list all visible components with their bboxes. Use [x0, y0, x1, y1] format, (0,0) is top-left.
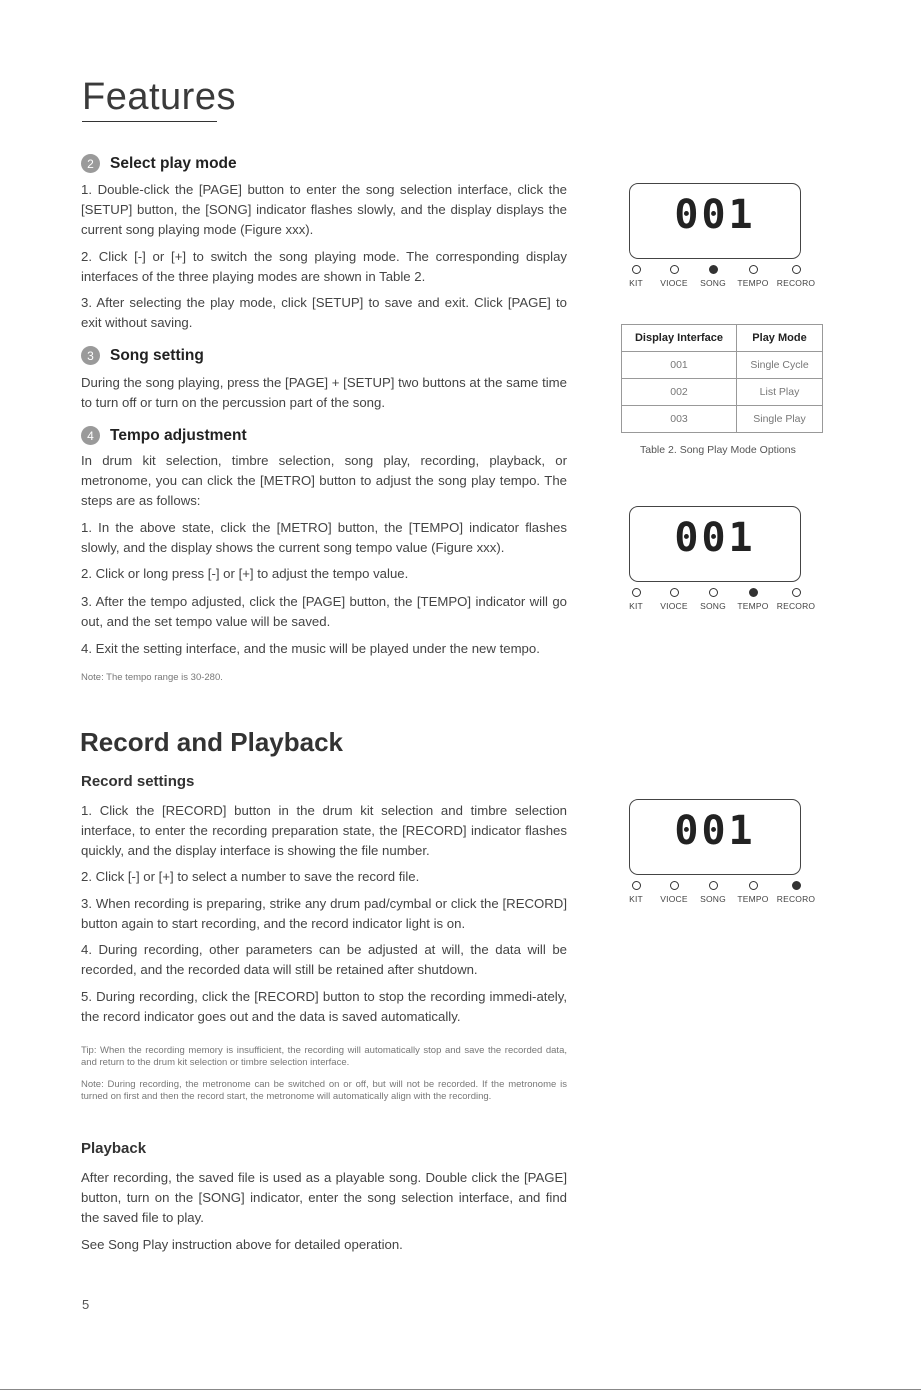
- lcd-screen: [629, 506, 801, 582]
- table-cell: 002: [622, 379, 737, 406]
- paragraph: 2. Click or long press [-] or [+] to adjust the tempo value.: [81, 566, 409, 581]
- paragraph: During the song playing, press the [PAGE] + [SETUP] two buttons at the same time to turn off or turn on the percussion part of the song.: [81, 375, 567, 410]
- paragraph: 3. After selecting the play mode, click [SETUP] to save and exit. Click [PAGE] to exit without saving.: [81, 295, 567, 330]
- table-cell: 001: [622, 352, 737, 379]
- indicator-recoro: RECORO: [776, 265, 816, 288]
- indicator-recoro: RECORO: [776, 881, 816, 904]
- table-row: [622, 379, 823, 406]
- section-title: Tempo adjustment: [110, 426, 247, 444]
- table-header-cell: Play Mode: [737, 325, 823, 352]
- indicator-row: [619, 881, 816, 911]
- lcd-screen: [629, 799, 801, 875]
- record-settings-title: Record settings: [81, 773, 195, 790]
- table-row: [622, 406, 823, 433]
- indicator-song: SONG: [693, 265, 733, 288]
- play-mode-table: [621, 324, 823, 433]
- lcd-digits: 001: [674, 515, 756, 561]
- indicator-vioce: VIOCE: [654, 265, 694, 288]
- page-bottom-rule: [0, 1389, 921, 1390]
- paragraph: 4. During recording, other parameters can be adjusted at will, the data will be recorded, and the recorded data will still be retained after shutdown.: [81, 942, 567, 977]
- paragraph: 3. After the tempo adjusted, click the [PAGE] button, the [TEMPO] indicator will go out, and the set tempo value will be saved.: [81, 594, 567, 629]
- features-title: Features: [82, 76, 236, 118]
- section-select-play-mode-heading: [81, 154, 237, 173]
- section-song-setting-heading: [81, 346, 204, 365]
- indicator-tempo: TEMPO: [733, 265, 773, 288]
- lcd-screen: [629, 183, 801, 259]
- indicator-vioce: VIOCE: [654, 588, 694, 611]
- indicator-kit: KIT: [616, 588, 656, 611]
- display-panel-song: [619, 183, 816, 298]
- table-cell: Single Cycle: [737, 352, 823, 379]
- section-number-badge: 4: [81, 426, 100, 445]
- table-caption: Table 2. Song Play Mode Options: [640, 444, 796, 456]
- indicator-vioce: VIOCE: [654, 881, 694, 904]
- indicator-kit: KIT: [616, 265, 656, 288]
- section-title: Song setting: [110, 346, 204, 364]
- table-header-cell: Display Interface: [622, 325, 737, 352]
- paragraph: In drum kit selection, timbre selection, song play, recording, playback, or metronome, you can click the [METRO] button to adjust the song play tempo. The steps are as follows:: [81, 453, 567, 508]
- indicator-recoro: RECORO: [776, 588, 816, 611]
- indicator-row: [619, 265, 816, 295]
- paragraph: After recording, the saved file is used as a playable song. Double click the [PAGE] button, turn on the [SONG] indicator, enter the song selection interface, and find the saved file to play.: [81, 1170, 567, 1225]
- paragraph: 2. Click [-] or [+] to switch the song playing mode. The corresponding display interfaces of the three playing modes are shown in Table 2.: [81, 249, 567, 284]
- lcd-digits: 001: [674, 192, 756, 238]
- paragraph: 1. Double-click the [PAGE] button to enter the song selection interface, click the [SETUP] button, the [SONG] indicator flashes slowly, and the display displays the current song playing mode (Figure xxx).: [81, 182, 567, 237]
- paragraph: 1. In the above state, click the [METRO] button, the [TEMPO] indicator flashes slowly, and the display shows the current song tempo value (Figure xxx).: [81, 520, 567, 555]
- table-cell: Single Play: [737, 406, 823, 433]
- indicator-row: [619, 588, 816, 618]
- paragraph: 4. Exit the setting interface, and the music will be played under the new tempo.: [81, 641, 540, 656]
- display-panel-tempo: [619, 506, 816, 621]
- playback-title: Playback: [81, 1140, 147, 1157]
- section-number-badge: 2: [81, 154, 100, 173]
- indicator-kit: KIT: [616, 881, 656, 904]
- paragraph: 5. During recording, click the [RECORD] button to stop the recording immedi-ately, the record indicator goes out and the data is saved automatically.: [81, 989, 567, 1024]
- record-playback-title: Record and Playback: [80, 727, 343, 757]
- record-note: Note: During recording, the metronome can be switched on or off, but will not be recorded. If the metronome is turned on first and then the record start, the metronome will automatically align with the recording.: [81, 1079, 567, 1102]
- section-title: Select play mode: [110, 154, 237, 172]
- paragraph: See Song Play instruction above for detailed operation.: [81, 1237, 403, 1252]
- page-number: 5: [82, 1297, 90, 1312]
- tempo-note: Note: The tempo range is 30-280.: [81, 672, 223, 683]
- table-header-row: [622, 325, 823, 352]
- paragraph: 3. When recording is preparing, strike any drum pad/cymbal or click the [RECORD] button again to start recording, and the record indicator light is on.: [81, 896, 567, 931]
- indicator-tempo: TEMPO: [733, 588, 773, 611]
- lcd-digits: 001: [674, 808, 756, 854]
- record-tip: Tip: When the recording memory is insufficient, the recording will automatically stop and save the recorded data, and return to the drum kit selection or timbre selection interface.: [81, 1045, 567, 1068]
- paragraph: 2. Click [-] or [+] to select a number to save the record file.: [81, 869, 420, 884]
- table-cell: 003: [622, 406, 737, 433]
- features-underline: [82, 121, 217, 122]
- indicator-song: SONG: [693, 588, 733, 611]
- display-panel-record: [619, 799, 816, 914]
- table-cell: List Play: [737, 379, 823, 406]
- table-row: [622, 352, 823, 379]
- paragraph: 1. Click the [RECORD] button in the drum kit selection and timbre selection interface, to enter the recording preparation state, the [RECORD] indicator flashes quickly, and the display interface is showing the file number.: [81, 803, 567, 858]
- section-number-badge: 3: [81, 346, 100, 365]
- section-tempo-adjustment-heading: [81, 426, 247, 445]
- indicator-tempo: TEMPO: [733, 881, 773, 904]
- indicator-song: SONG: [693, 881, 733, 904]
